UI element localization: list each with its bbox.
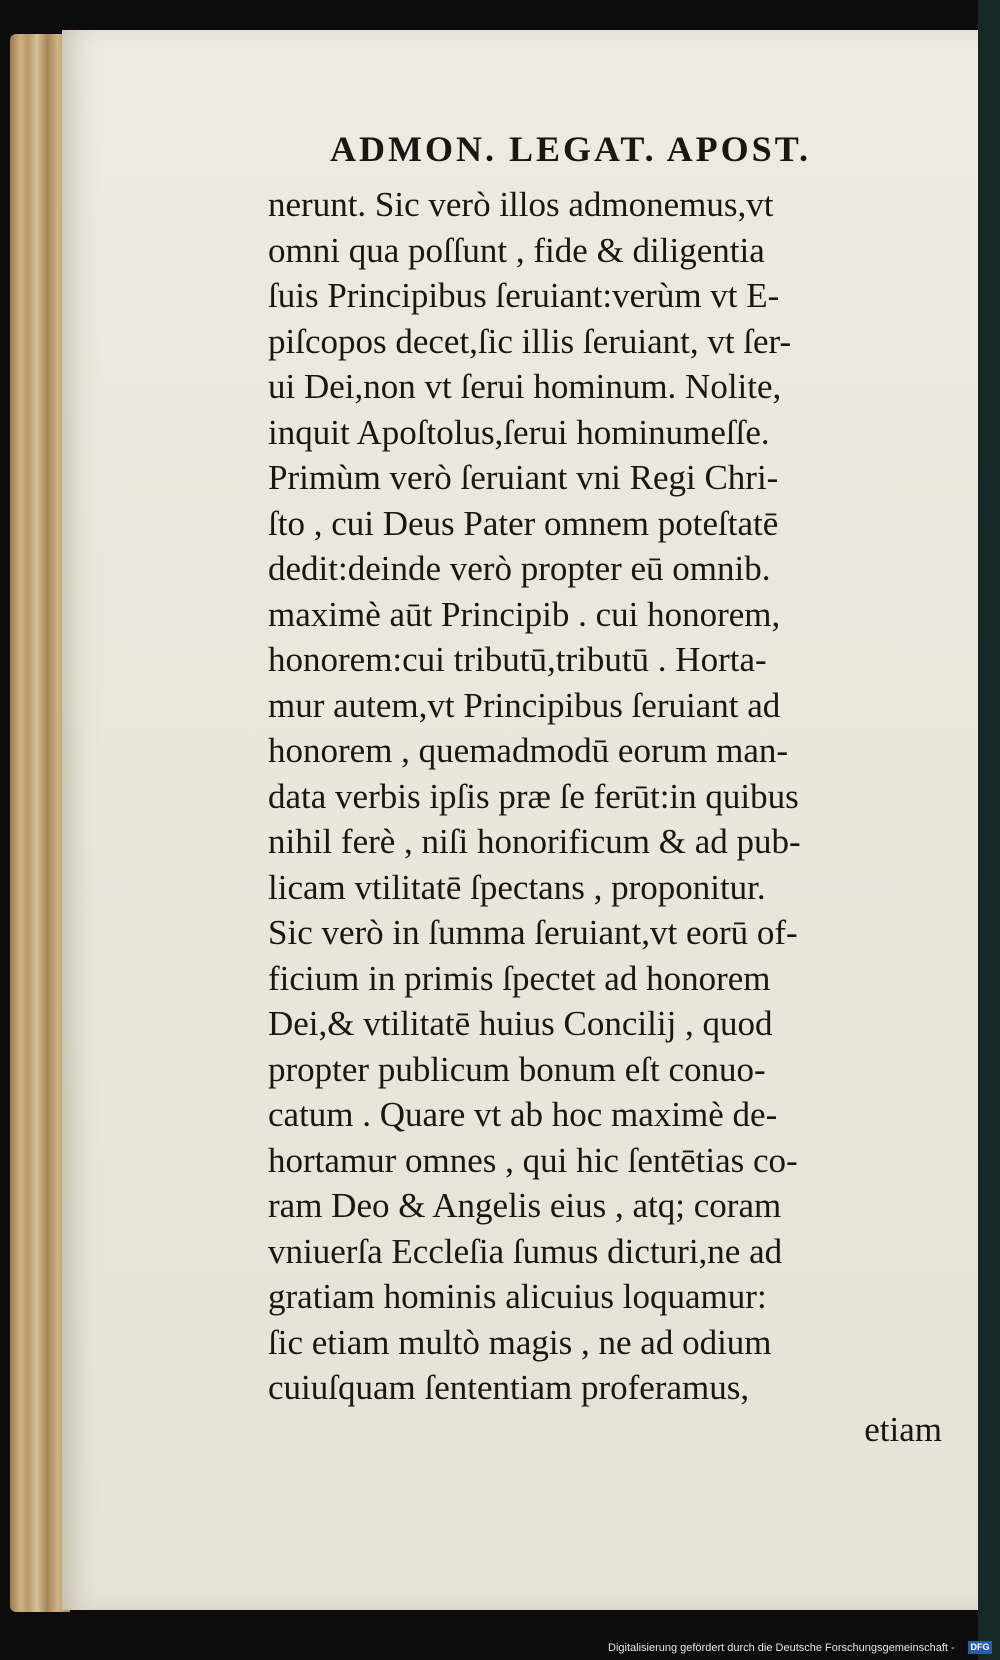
- text-line: propter publicum bonum eſt conuo-: [268, 1049, 766, 1089]
- digitization-credit: Digitalisierung gefördert durch die Deutsche Forschungsgemeinschaft -: [608, 1642, 955, 1654]
- text-line: maximè aūt Principib . cui honorem,: [268, 594, 781, 634]
- text-line: catum . Quare vt ab hoc maximè de-: [268, 1095, 778, 1134]
- dfg-logo: DFG: [968, 1641, 992, 1654]
- text-line: licam vtilitatē ſpectans , proponitur.: [268, 867, 766, 907]
- running-head: ADMON. LEGAT. APOST.: [330, 129, 812, 169]
- text-line: Dei,& vtilitatē huius Concilij , quod: [268, 1004, 773, 1043]
- text-line: inquit Apoſtolus,ſerui hominumeſſe.: [268, 412, 770, 452]
- text-line: nerunt. Sic verò illos admonemus,vt: [268, 185, 774, 224]
- text-line: ſto , cui Deus Pater omnem poteſtatē: [268, 503, 779, 543]
- text-line: Primùm verò ſeruiant vni Regi Chri-: [268, 458, 779, 497]
- text-line: ui Dei,non vt ſerui hominum. Nolite,: [268, 367, 782, 406]
- catchword: etiam: [864, 1410, 942, 1449]
- text-line: Sic verò in ſumma ſeruiant,vt eorū of-: [268, 913, 798, 952]
- text-line: honorem , quemadmodū eorum man-: [268, 731, 789, 770]
- text-line: data verbis ipſis præ ſe ferūt:in quibus: [268, 776, 799, 816]
- text-line: ſic etiam multò magis , ne ad odium: [268, 1322, 772, 1362]
- text-line: ſuis Principibus ſeruiant:verùm vt E-: [268, 276, 780, 315]
- text-line: ram Deo & Angelis eius , atq; coram: [268, 1186, 782, 1225]
- text-line: dedit:deinde verò propter eū omnib.: [268, 549, 771, 588]
- text-line: ficium in primis ſpectet ad honorem: [268, 958, 771, 998]
- text-line: gratiam hominis alicuius loquamur:: [268, 1277, 767, 1316]
- text-line: mur autem,vt Principibus ſeruiant ad: [268, 685, 781, 725]
- text-line: nihil ferè , niſi honorificum & ad pub-: [268, 822, 801, 861]
- book-fore-edge: [10, 34, 70, 1612]
- text-line: piſcopos decet,ſic illis ſeruiant, vt ſer-: [268, 321, 792, 361]
- text-line: vniuerſa Eccleſia ſumus dicturi,ne ad: [268, 1231, 783, 1271]
- text-line: cuiuſquam ſententiam proferamus,: [268, 1368, 750, 1407]
- body-text: [268, 182, 950, 1411]
- scan-border: [978, 0, 1000, 1660]
- text-line: hortamur omnes , qui hic ſentētias co-: [268, 1140, 798, 1180]
- text-line: honorem:cui tributū,tributū . Horta-: [268, 640, 767, 679]
- text-line: omni qua poſſunt , fide & diligentia: [268, 230, 765, 270]
